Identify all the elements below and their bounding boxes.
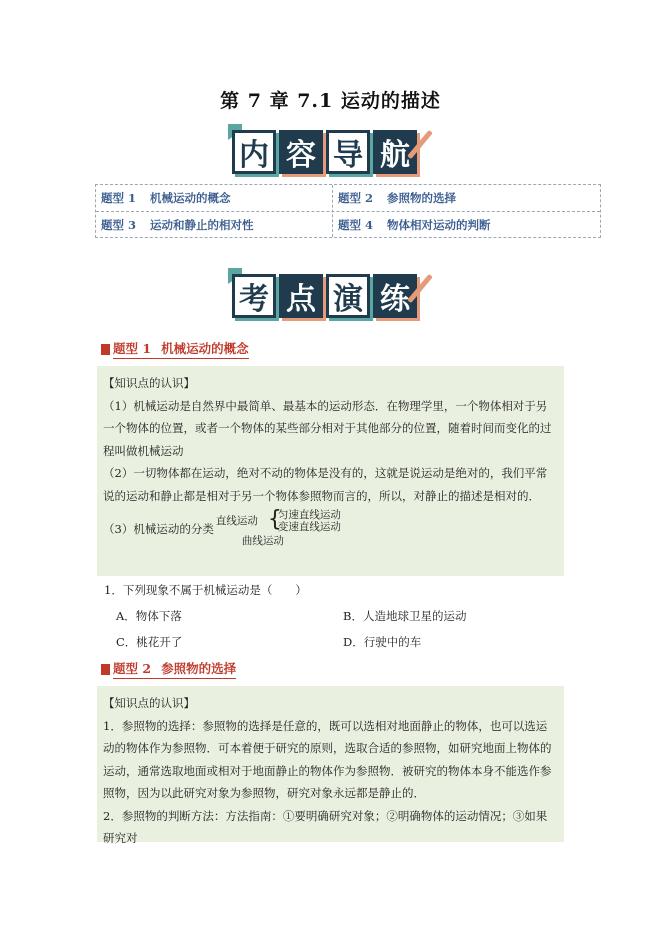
banner-char: 练 <box>373 274 417 318</box>
practice-banner <box>228 268 433 320</box>
knowledge-box-1 <box>97 366 564 576</box>
square-marker-icon <box>101 664 110 675</box>
paragraph: （2）一切物体都在运动，绝对不动的物体是没有的，这就是说运动是绝对的，我们平常说的运动和静止都是相对于另一个物体参照物而言的，所以，对静止的描述是相对的． <box>103 466 548 503</box>
option-a: A．物体下落 <box>116 609 182 623</box>
brace-icon: { <box>267 507 282 532</box>
banner-char: 航 <box>373 130 417 174</box>
nav-link-topic-4[interactable]: 题型 4 物体相对运动的判断 <box>338 218 491 232</box>
box-title: 【知识点的认识】 <box>103 376 195 390</box>
banner-char: 导 <box>326 130 370 174</box>
nav-link-topic-1[interactable]: 题型 1 机械运动的概念 <box>101 191 231 205</box>
square-marker-icon <box>101 344 110 355</box>
classification-row: （3）机械运动的分类 直线运动 { 匀速直线运动 变速直线运动 曲线运动 <box>103 509 558 549</box>
banner-char: 演 <box>326 274 370 318</box>
knowledge-box-2 <box>97 686 564 845</box>
paragraph: 2．参照物的判断方法：方法指南：①要明确研究对象；②明确物体的运动情况；③如果研究对 <box>103 808 548 845</box>
paragraph: 1．参照物的选择：参照物的选择是任意的，既可以选相对地面静止的物体，也可以选运动的物体作为参照物．可本着便于研究的原则，选取合适的参照物，如研究地面上物体的运动，通常选取地面或相对于地面静止的物体作为参照物．被研究的物体本身不能选作参照物，因为以此研究对象为参照物，研究对象永远都是静止的． <box>103 718 552 800</box>
option-b: B．人造地球卫星的运动 <box>343 609 467 623</box>
banner-char: 内 <box>232 130 276 174</box>
option-c: C．桃花开了 <box>116 635 183 649</box>
section-heading-1: 题型 1 机械运动的概念 <box>101 339 249 359</box>
nav-link-topic-3[interactable]: 题型 3 运动和静止的相对性 <box>101 218 254 232</box>
section-heading-2: 题型 2 参照物的选择 <box>101 659 236 679</box>
banner-char: 考 <box>232 274 276 318</box>
option-d: D．行驶中的车 <box>343 635 422 649</box>
classification-tree: 直线运动 { 匀速直线运动 变速直线运动 曲线运动 <box>215 507 341 547</box>
question-stem: 1．下列现象不属于机械运动是（ ） <box>104 583 307 597</box>
banner-char: 点 <box>279 274 323 318</box>
nav-banner <box>228 124 433 176</box>
paragraph: （1）机械运动是自然界中最简单、最基本的运动形态．在物理学里，一个物体相对于另一个物体的位置，或者一个物体的某些部分相对于其他部分的位置，随着时间而变化的过程叫做机械运动 <box>103 398 552 458</box>
content-nav-table <box>95 184 601 238</box>
box-title: 【知识点的认识】 <box>103 696 195 710</box>
page-title: 第 7 章 7.1 运动的描述 <box>220 90 441 112</box>
banner-char: 容 <box>279 130 323 174</box>
nav-link-topic-2[interactable]: 题型 2 参照物的选择 <box>338 191 457 205</box>
